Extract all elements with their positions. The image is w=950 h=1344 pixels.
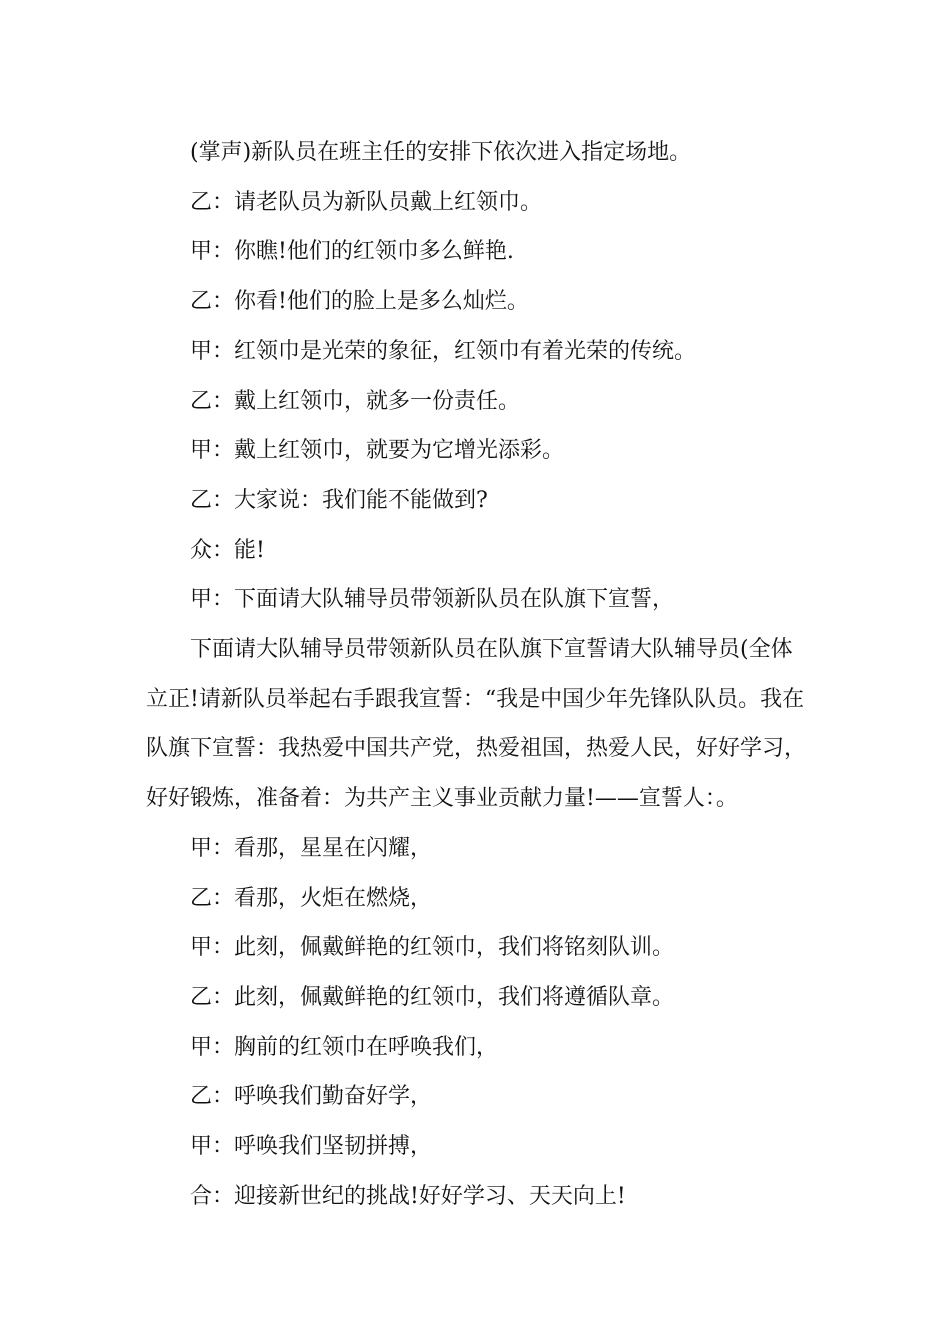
paragraph-16: 甲：胸前的红领巾在呼唤我们， xyxy=(190,1034,499,1060)
paragraph-10: 甲：下面请大队辅导员带领新队员在队旗下宣誓， xyxy=(190,587,675,613)
paragraph-14: 甲：此刻，佩戴鲜艳的红领巾，我们将铭刻队训。 xyxy=(190,935,675,961)
paragraph-13: 乙：看那，火炬在燃烧， xyxy=(190,885,433,911)
paragraph-19: 合：迎接新世纪的挑战!好好学习、天天向上! xyxy=(190,1183,626,1209)
paragraph-18: 甲：呼唤我们坚韧拼搏， xyxy=(190,1134,433,1160)
paragraph-3: 甲：你瞧!他们的红领巾多么鲜艳. xyxy=(190,239,514,265)
paragraph-9: 众：能! xyxy=(190,537,265,563)
paragraph-12: 甲：看那，星星在闪耀， xyxy=(190,835,433,861)
paragraph-7: 甲：戴上红领巾，就要为它增光添彩。 xyxy=(190,438,565,464)
paragraph-4: 乙：你看!他们的脸上是多么灿烂。 xyxy=(190,289,529,315)
paragraph-2: 乙：请老队员为新队员戴上红领巾。 xyxy=(190,189,543,215)
paragraph-5: 甲：红领巾是光荣的象征，红领巾有着光荣的传统。 xyxy=(190,338,697,364)
paragraph-8: 乙：大家说：我们能不能做到? xyxy=(190,487,488,513)
paragraph-11-oath: 下面请大队辅导员带领新队员在队旗下宣誓请大队辅导员(全体立正!请新队员举起右手跟我宣誓：“我是中国少年先锋队队员。我在队旗下宣誓：我热爱中国共产党，热爱祖国，热爱人民，好好学习，好好锻炼，准备着：为共产主义事业贡献力量!——宣誓人：。 xyxy=(146,637,807,812)
document-body xyxy=(146,128,808,1221)
paragraph-1: (掌声)新队员在班主任的安排下依次进入指定场地。 xyxy=(190,140,692,165)
paragraph-6: 乙：戴上红领巾，就多一份责任。 xyxy=(190,388,521,414)
paragraph-15: 乙：此刻，佩戴鲜艳的红领巾，我们将遵循队章。 xyxy=(190,984,675,1010)
paragraph-17: 乙：呼唤我们勤奋好学， xyxy=(190,1084,433,1110)
